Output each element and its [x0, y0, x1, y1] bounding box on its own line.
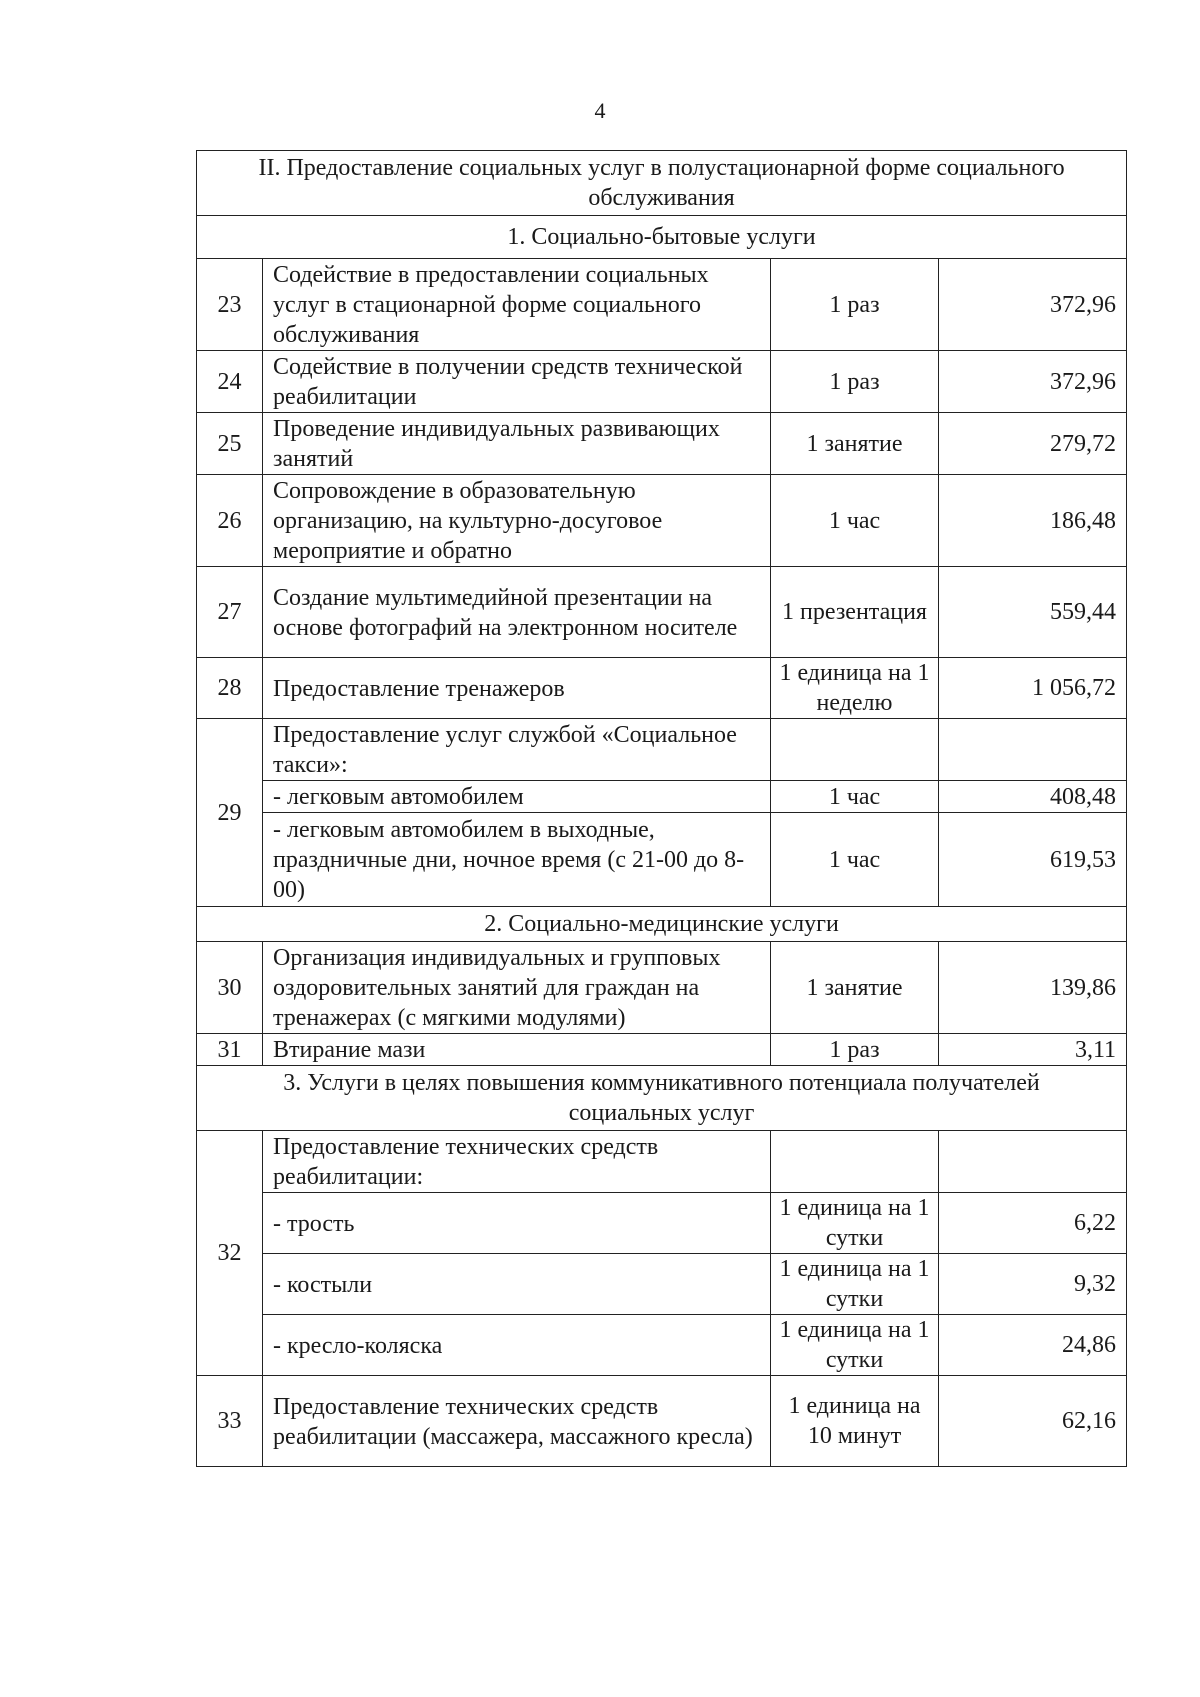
- sub-service-unit: 1 единица на 1 сутки: [771, 1254, 939, 1315]
- section-row: [197, 216, 1127, 259]
- service-unit: 1 единица на 1 неделю: [771, 658, 939, 719]
- section-title: 2. Социально-медицинские услуги: [197, 907, 1127, 942]
- sub-service-name: - легковым автомобилем: [263, 781, 771, 813]
- row-number: 25: [197, 413, 263, 475]
- service-name: Предоставление услуг службой «Социальное такси»:: [263, 719, 771, 781]
- service-price: 559,44: [939, 567, 1127, 658]
- table-header-row: [197, 151, 1127, 216]
- row-number: 27: [197, 567, 263, 658]
- table-row: [197, 942, 1127, 1034]
- table-subrow: [197, 1254, 1127, 1315]
- table-subrow: [197, 781, 1127, 813]
- service-name: Предоставление технических средств реабилитации (массажера, массажного кресла): [263, 1376, 771, 1467]
- section-title: 1. Социально-бытовые услуги: [197, 216, 1127, 259]
- sub-service-price: 408,48: [939, 781, 1127, 813]
- table-subrow: [197, 1193, 1127, 1254]
- service-price: 372,96: [939, 351, 1127, 413]
- service-unit: 1 час: [771, 475, 939, 567]
- service-price: 3,11: [939, 1034, 1127, 1066]
- service-unit: 1 единица на 10 минут: [771, 1376, 939, 1467]
- table-row: [197, 719, 1127, 781]
- row-number: 26: [197, 475, 263, 567]
- service-name: Предоставление тренажеров: [263, 658, 771, 719]
- sub-service-name: - трость: [263, 1193, 771, 1254]
- sub-service-price: 619,53: [939, 813, 1127, 907]
- sub-service-name: - легковым автомобилем в выходные, праздничные дни, ночное время (с 21-00 до 8-00): [263, 813, 771, 907]
- table-header: II. Предоставление социальных услуг в полустационарной форме социального обслуживания: [197, 151, 1127, 216]
- service-price-empty: [939, 1131, 1127, 1193]
- table-row: [197, 475, 1127, 567]
- row-number: 28: [197, 658, 263, 719]
- service-name: Организация индивидуальных и групповых оздоровительных занятий для граждан на тренажерах (с мягкими модулями): [263, 942, 771, 1034]
- service-price: 139,86: [939, 942, 1127, 1034]
- table-row: [197, 351, 1127, 413]
- service-name: Проведение индивидуальных развивающих занятий: [263, 413, 771, 475]
- service-price-empty: [939, 719, 1127, 781]
- service-unit-empty: [771, 719, 939, 781]
- service-name: Предоставление технических средств реабилитации:: [263, 1131, 771, 1193]
- services-price-table: [196, 150, 1127, 1467]
- service-unit-empty: [771, 1131, 939, 1193]
- page-number: 4: [594, 98, 606, 123]
- service-unit: 1 раз: [771, 351, 939, 413]
- row-number: 32: [197, 1131, 263, 1376]
- row-number: 29: [197, 719, 263, 907]
- table-subrow: [197, 813, 1127, 907]
- service-unit: 1 раз: [771, 259, 939, 351]
- service-unit: 1 занятие: [771, 942, 939, 1034]
- sub-service-unit: 1 час: [771, 813, 939, 907]
- sub-service-unit: 1 единица на 1 сутки: [771, 1315, 939, 1376]
- service-price: 62,16: [939, 1376, 1127, 1467]
- service-unit: 1 занятие: [771, 413, 939, 475]
- service-name: Создание мультимедийной презентации на основе фотографий на электронном носителе: [263, 567, 771, 658]
- row-number: 30: [197, 942, 263, 1034]
- section-row: [197, 1066, 1127, 1131]
- section-title: 3. Услуги в целях повышения коммуникативного потенциала получателей социальных услуг: [197, 1066, 1127, 1131]
- row-number: 23: [197, 259, 263, 351]
- service-price: 186,48: [939, 475, 1127, 567]
- table-row: [197, 567, 1127, 658]
- sub-service-price: 6,22: [939, 1193, 1127, 1254]
- service-price: 372,96: [939, 259, 1127, 351]
- sub-service-unit: 1 час: [771, 781, 939, 813]
- row-number: 33: [197, 1376, 263, 1467]
- service-name: Содействие в предоставлении социальных услуг в стационарной форме социального обслуживания: [263, 259, 771, 351]
- sub-service-price: 9,32: [939, 1254, 1127, 1315]
- sub-service-name: - костыли: [263, 1254, 771, 1315]
- section-row: [197, 907, 1127, 942]
- row-number: 24: [197, 351, 263, 413]
- service-price: 279,72: [939, 413, 1127, 475]
- service-unit: 1 презентация: [771, 567, 939, 658]
- table-row: [197, 1034, 1127, 1066]
- sub-service-price: 24,86: [939, 1315, 1127, 1376]
- sub-service-unit: 1 единица на 1 сутки: [771, 1193, 939, 1254]
- row-number: 31: [197, 1034, 263, 1066]
- table-subrow: [197, 1315, 1127, 1376]
- sub-service-name: - кресло-коляска: [263, 1315, 771, 1376]
- service-name: Сопровождение в образовательную организацию, на культурно-досуговое мероприятие и обратно: [263, 475, 771, 567]
- service-price: 1 056,72: [939, 658, 1127, 719]
- service-name: Втирание мази: [263, 1034, 771, 1066]
- service-name: Содействие в получении средств технической реабилитации: [263, 351, 771, 413]
- table-row: [197, 413, 1127, 475]
- table-row: [197, 658, 1127, 719]
- service-unit: 1 раз: [771, 1034, 939, 1066]
- table-row: [197, 1376, 1127, 1467]
- table-row: [197, 1131, 1127, 1193]
- table-row: [197, 259, 1127, 351]
